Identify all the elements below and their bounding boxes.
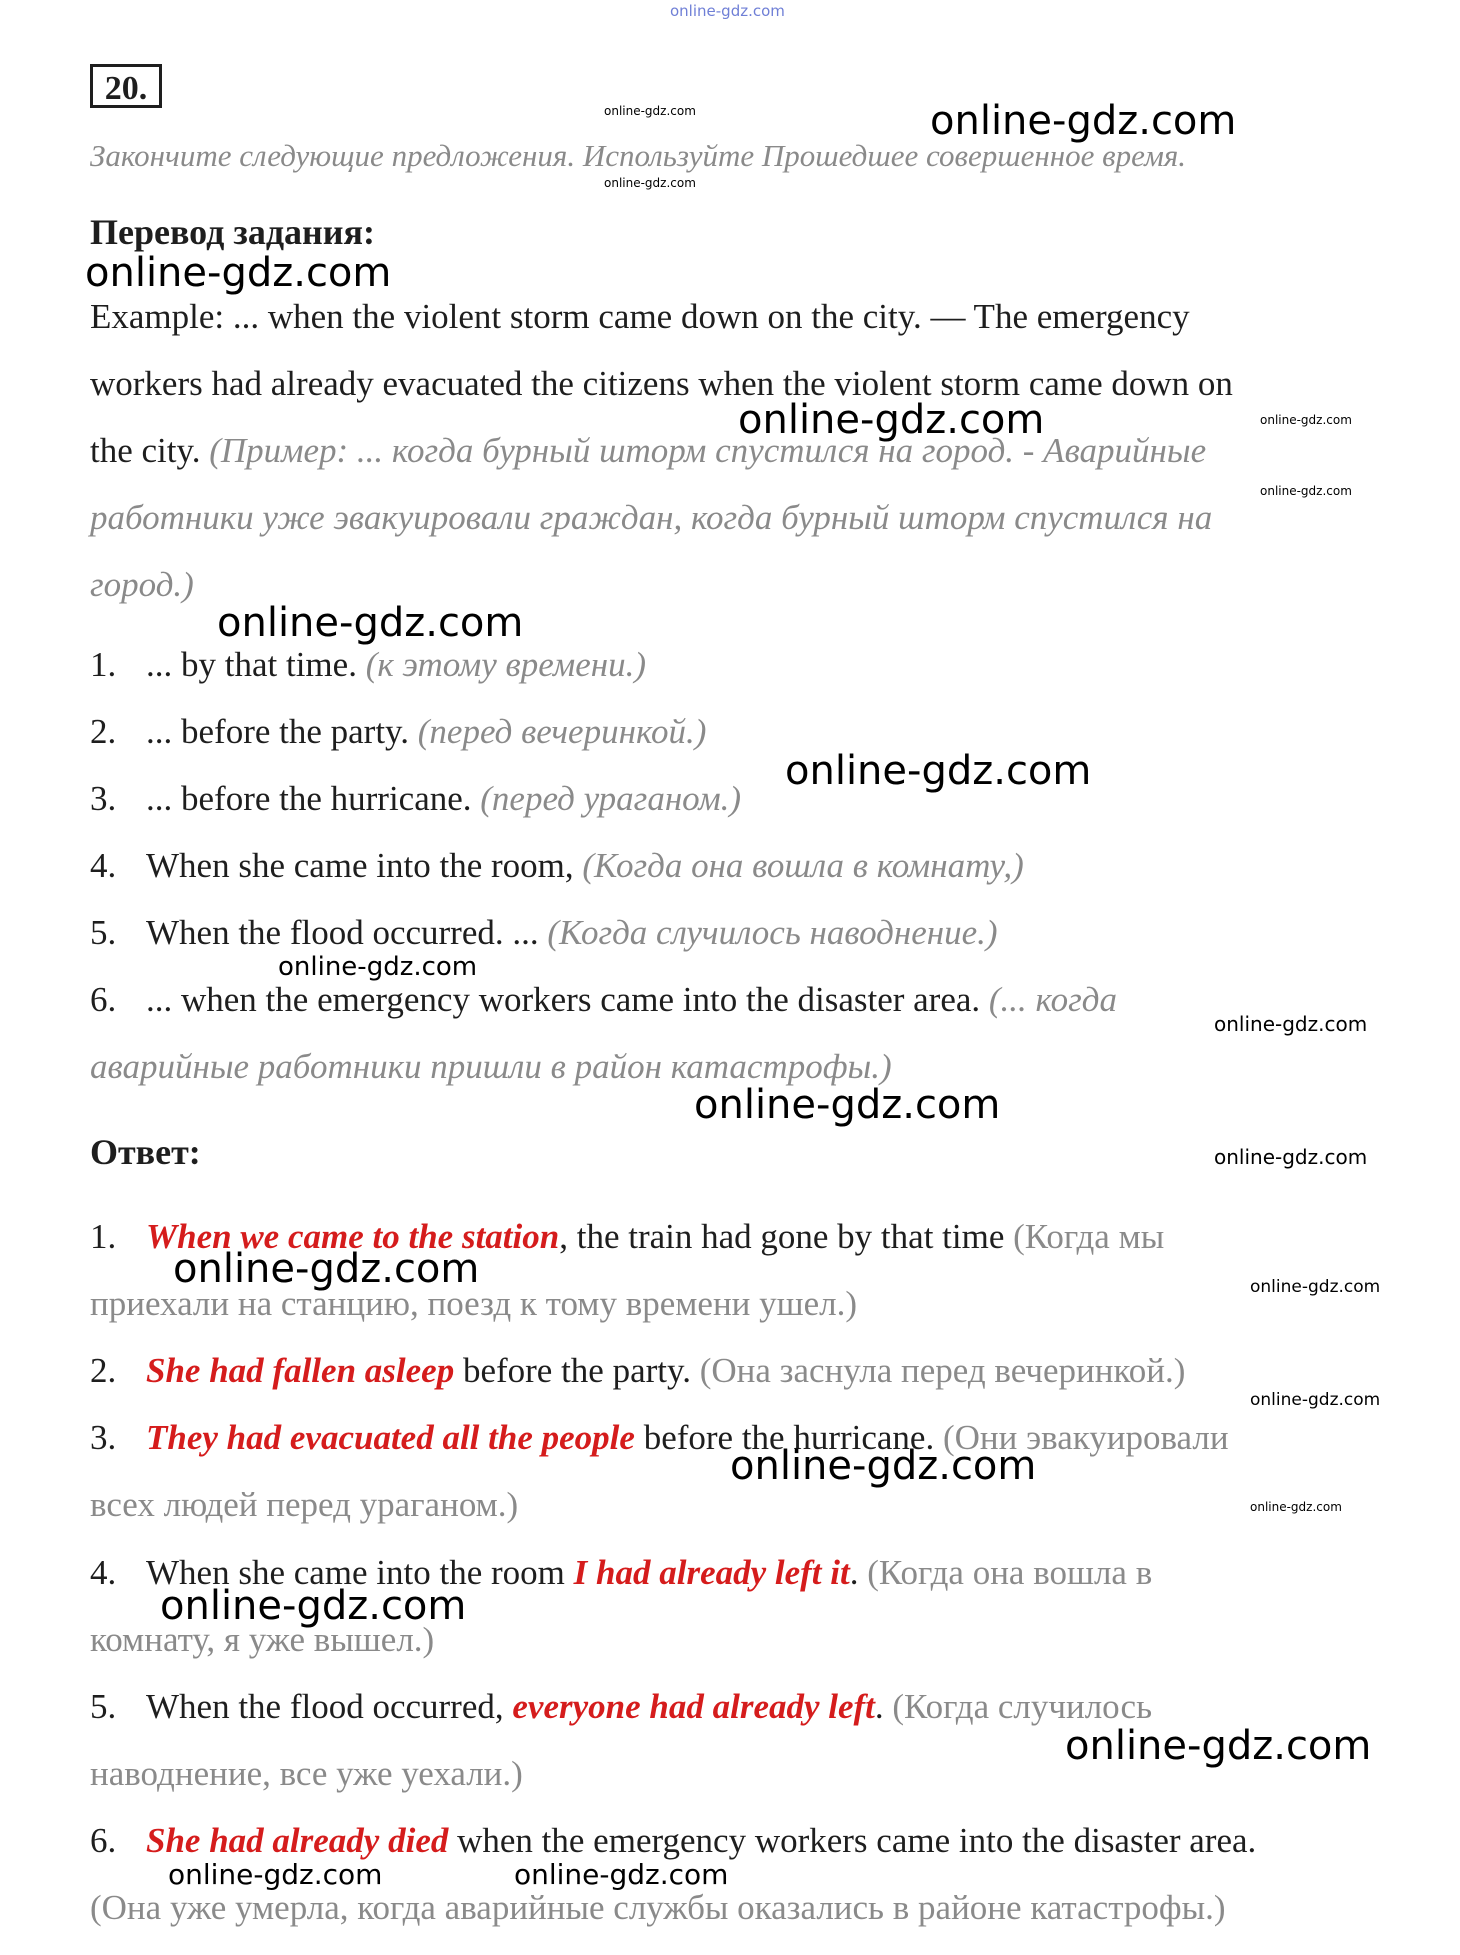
answer-text: before the party. xyxy=(454,1351,700,1390)
answer-translation: (Когда она вошла в xyxy=(867,1553,1153,1592)
item-number: 2. xyxy=(90,712,117,751)
item-translation: (перед ураганом.) xyxy=(480,779,742,818)
watermark: online-gdz.com xyxy=(168,1858,383,1891)
answer-number: 3. xyxy=(90,1418,117,1457)
item-translation: (... когда xyxy=(988,980,1117,1019)
watermark: online-gdz.com xyxy=(1250,1500,1342,1514)
answer-number: 2. xyxy=(90,1351,117,1390)
answer-highlight: When we came to the station xyxy=(146,1217,560,1256)
watermark: online-gdz.com xyxy=(1260,413,1352,427)
answer-1-translation: приехали на станцию, поезд к тому времени ушел.) xyxy=(90,1284,858,1323)
watermark: online-gdz.com xyxy=(160,1583,467,1629)
item-translation: (Когда она вошла в комнату,) xyxy=(582,846,1024,885)
watermark: online-gdz.com xyxy=(730,1443,1037,1489)
item-text: When the flood occurred. ... xyxy=(146,913,548,952)
item-number: 1. xyxy=(90,645,117,684)
answer-text: . xyxy=(849,1553,868,1592)
item-text: ... before the hurricane. xyxy=(146,779,481,818)
answer-heading: Ответ: xyxy=(90,1132,201,1172)
item-number: 5. xyxy=(90,913,117,952)
answer-highlight: She had fallen asleep xyxy=(146,1351,455,1390)
watermark: online-gdz.com xyxy=(1250,1277,1381,1297)
answer-number: 5. xyxy=(90,1687,117,1726)
watermark: online-gdz.com xyxy=(217,600,524,646)
example-line-2: workers had already evacuated the citizens when the violent storm came down on xyxy=(90,364,1233,403)
example-line-3-en: the city. xyxy=(90,431,210,470)
answer-text: When she came into the room xyxy=(146,1553,574,1592)
answer-translation: (Они эвакуировали xyxy=(942,1418,1229,1457)
item-translation: (перед вечеринкой.) xyxy=(417,712,707,751)
answer-text: before the hurricane. xyxy=(634,1418,943,1457)
item-number: 4. xyxy=(90,846,117,885)
task-item-4 xyxy=(90,844,1024,888)
instruction-text: Закончите следующие предложения. Используйте Прошедшее совершенное время. xyxy=(90,138,1187,173)
watermark: online-gdz.com xyxy=(785,748,1092,794)
answer-text: . xyxy=(874,1687,893,1726)
watermark: online-gdz.com xyxy=(604,104,696,118)
answer-highlight: everyone had already left xyxy=(512,1687,875,1726)
task-item-5 xyxy=(90,911,998,955)
task-item-3 xyxy=(90,777,741,821)
item-text: When she came into the room, xyxy=(146,846,583,885)
answer-number: 4. xyxy=(90,1553,117,1592)
watermark: online-gdz.com xyxy=(278,952,478,982)
answer-text: When the flood occurred, xyxy=(146,1687,513,1726)
answer-text: when the emergency workers came into the disaster area. xyxy=(448,1821,1257,1860)
watermark: online-gdz.com xyxy=(85,250,392,296)
item-text: ... when the emergency workers came into the disaster area. xyxy=(146,980,989,1019)
watermark: online-gdz.com xyxy=(1214,1012,1368,1036)
answer-text: , the train had gone by that time xyxy=(559,1217,1014,1256)
answer-highlight: I had already left it xyxy=(573,1553,850,1592)
watermark: online-gdz.com xyxy=(1250,1390,1381,1410)
answer-highlight: They had evacuated all the people xyxy=(146,1418,635,1457)
watermark: online-gdz.com xyxy=(694,1082,1001,1128)
answer-2 xyxy=(90,1349,1185,1393)
item-translation: (Когда случилось наводнение.) xyxy=(547,913,998,952)
task-item-6-continued: аварийные работники пришли в район катастрофы.) xyxy=(90,1047,892,1086)
example-line-1: Example: ... when the violent storm came down on the city. — The emergency xyxy=(90,297,1190,336)
watermark: online-gdz.com xyxy=(1065,1723,1372,1769)
task-item-1 xyxy=(90,643,646,687)
watermark: online-gdz.com xyxy=(930,98,1237,144)
watermark: online-gdz.com xyxy=(173,1246,480,1292)
item-text: ... before the party. xyxy=(146,712,418,751)
example-line-5: город.) xyxy=(90,565,194,604)
answer-translation: (Она заснула перед вечеринкой.) xyxy=(699,1351,1186,1390)
answer-highlight: She had already died xyxy=(146,1821,449,1860)
example-line-3-ru: (Пример: ... когда бурный шторм спустился на город. - Аварийные xyxy=(209,431,1207,470)
task-item-2 xyxy=(90,710,706,754)
answer-6 xyxy=(90,1819,1256,1863)
item-translation: (к этому времени.) xyxy=(365,645,647,684)
answer-number: 1. xyxy=(90,1217,117,1256)
task-number-box: 20. xyxy=(90,64,162,108)
watermark: online-gdz.com xyxy=(514,1858,729,1891)
item-number: 3. xyxy=(90,779,117,818)
answer-translation: (Когда мы xyxy=(1013,1217,1165,1256)
answer-6-translation: (Она уже умерла, когда аварийные службы оказались в районе катастрофы.) xyxy=(90,1888,1226,1927)
example-line-4: работники уже эвакуировали граждан, когда бурный шторм спустился на xyxy=(90,498,1213,537)
answer-5 xyxy=(90,1685,1152,1729)
answer-translation: (Когда случилось xyxy=(892,1687,1153,1726)
watermark: online-gdz.com xyxy=(1214,1145,1368,1169)
answer-number: 6. xyxy=(90,1821,117,1860)
watermark: online-gdz.com xyxy=(1260,484,1352,498)
translation-heading: Перевод задания: xyxy=(90,212,375,252)
answer-5-translation: наводнение, все уже уехали.) xyxy=(90,1754,523,1793)
watermark: online-gdz.com xyxy=(604,176,696,190)
watermark: online-gdz.com xyxy=(738,397,1045,443)
answer-3 xyxy=(90,1416,1229,1460)
item-number: 6. xyxy=(90,980,117,1019)
task-item-6 xyxy=(90,978,1117,1022)
top-watermark: online-gdz.com xyxy=(670,2,785,20)
item-text: ... by that time. xyxy=(146,645,366,684)
answer-3-translation: всех людей перед ураганом.) xyxy=(90,1485,519,1524)
answer-4-translation: комнату, я уже вышел.) xyxy=(90,1620,435,1659)
